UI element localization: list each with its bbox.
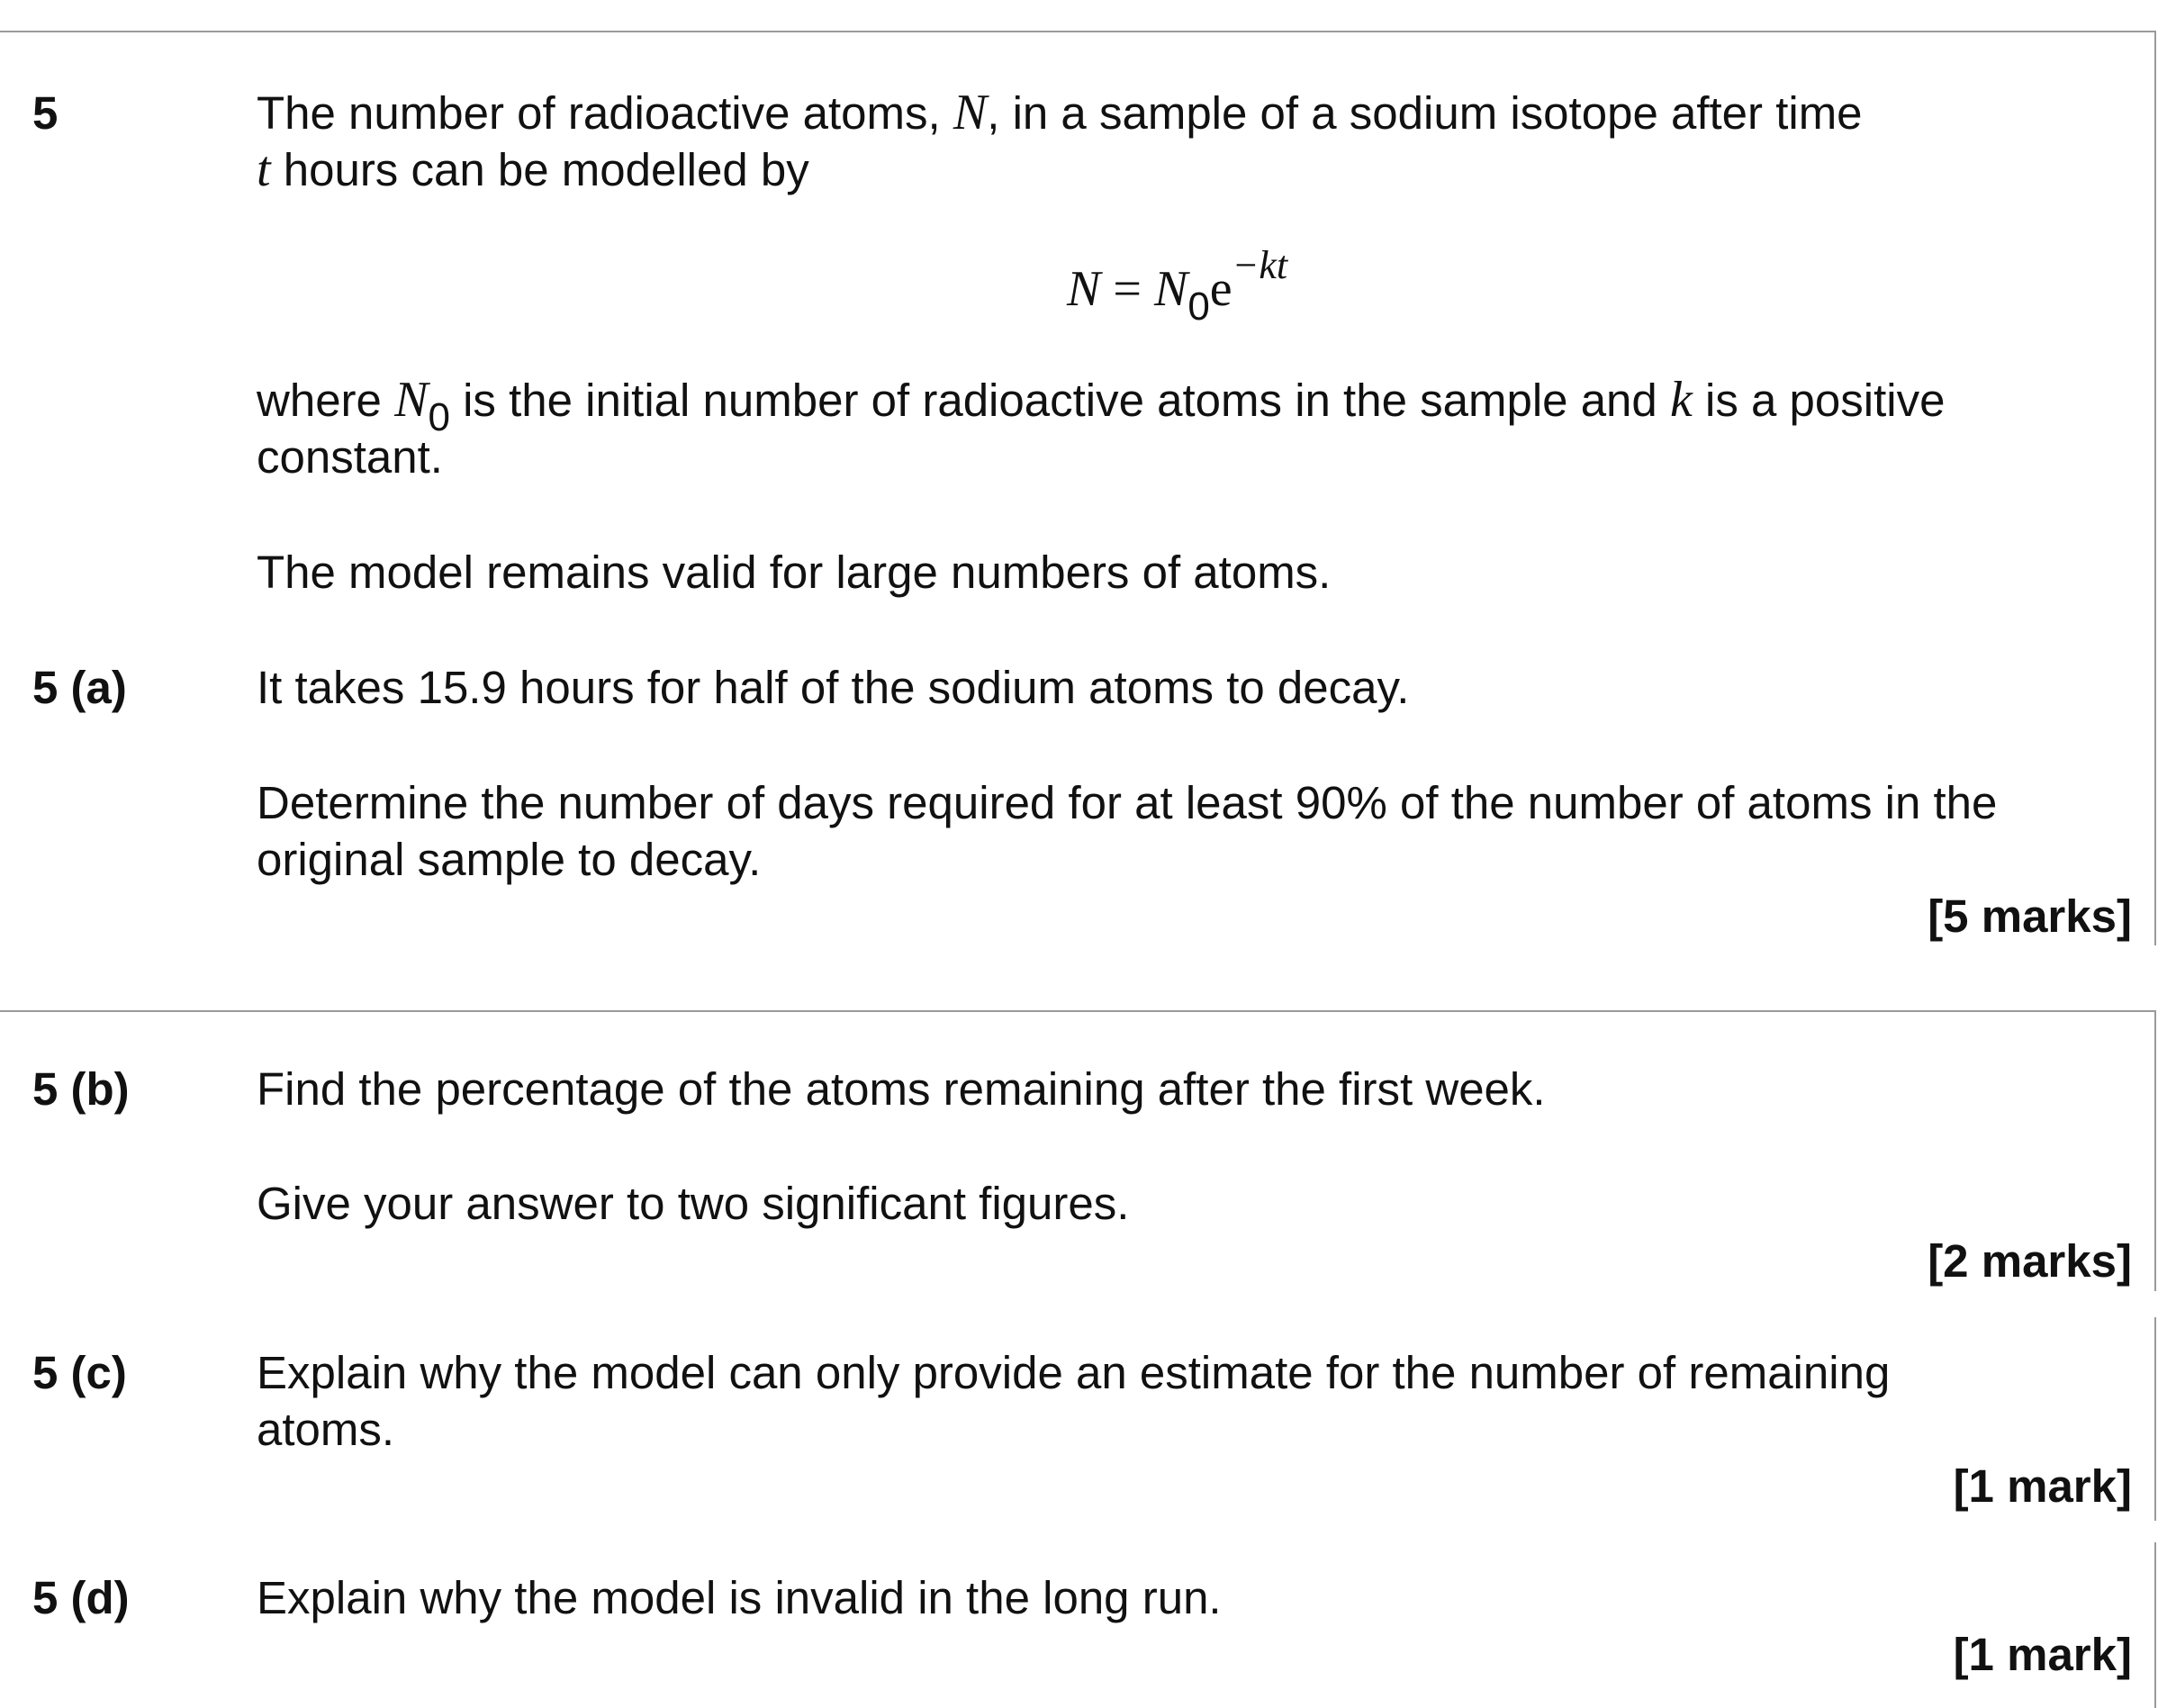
intro-text-b: , in a sample of a sodium isotope after time [987,87,1863,139]
part-d-line-1: Explain why the model is invalid in the long run. [257,1572,1222,1623]
part-a-line-3: original sample to decay. [257,834,762,885]
where-k: k [1669,372,1693,428]
formula-subscript: 0 [1187,285,1210,329]
part-c-marks: [1 mark] [1953,1460,2132,1512]
where-line-2: constant. [257,431,443,483]
intro-line-2 [257,141,809,198]
part-c-line-1: Explain why the model can only provide an estimate for the number of remaining [257,1347,1891,1398]
decay-formula [1067,243,1288,329]
part-b-marks: [2 marks] [1928,1235,2132,1287]
mid-right-border [2154,1010,2156,1291]
part-a-line-2: Determine the number of days required for at least 90% of the number of atoms in the [257,777,1998,828]
part-c-label: 5 (c) [32,1347,127,1398]
top-border [0,31,2156,32]
variable-N: N [953,85,988,140]
formula-lhs: N [1067,261,1101,317]
part-c-line-2: atoms. [257,1404,395,1455]
intro-line-1 [257,85,1863,141]
question-number: 5 [32,87,59,139]
where-subscript: 0 [428,395,450,439]
validity-statement: The model remains valid for large numbers of atoms. [257,547,1332,598]
formula-exponent: −kt [1232,243,1288,287]
section-divider [0,1010,2156,1012]
formula-N: N [1153,261,1188,317]
where-text-c: is a positive [1692,375,1946,426]
intro-text-c: hours can be modelled by [270,144,809,195]
part-b-line-2: Give your answer to two significant figures. [257,1178,1130,1229]
variable-t: t [257,141,271,197]
where-N: N [394,372,429,428]
d-right-border [2154,1542,2156,1708]
where-text-b: is the initial number of radioactive atoms in the sample and [449,375,1670,426]
part-d-marks: [1 mark] [1953,1629,2132,1680]
part-d-label: 5 (d) [32,1572,130,1623]
where-line-1 [257,372,1946,439]
part-b-label: 5 (b) [32,1063,130,1115]
c-right-border [2154,1317,2156,1521]
part-a-line-1: It takes 15.9 hours for half of the sodium atoms to decay. [257,662,1410,713]
formula-e: e [1209,261,1232,317]
intro-text-a: The number of radioactive atoms, [257,87,953,139]
formula-equals: = [1100,261,1154,317]
where-text-a: where [257,375,395,426]
part-a-label: 5 (a) [32,662,127,713]
part-b-line-1: Find the percentage of the atoms remaining after the first week. [257,1063,1546,1115]
top-right-border [2154,31,2156,945]
part-a-marks: [5 marks] [1928,890,2132,942]
